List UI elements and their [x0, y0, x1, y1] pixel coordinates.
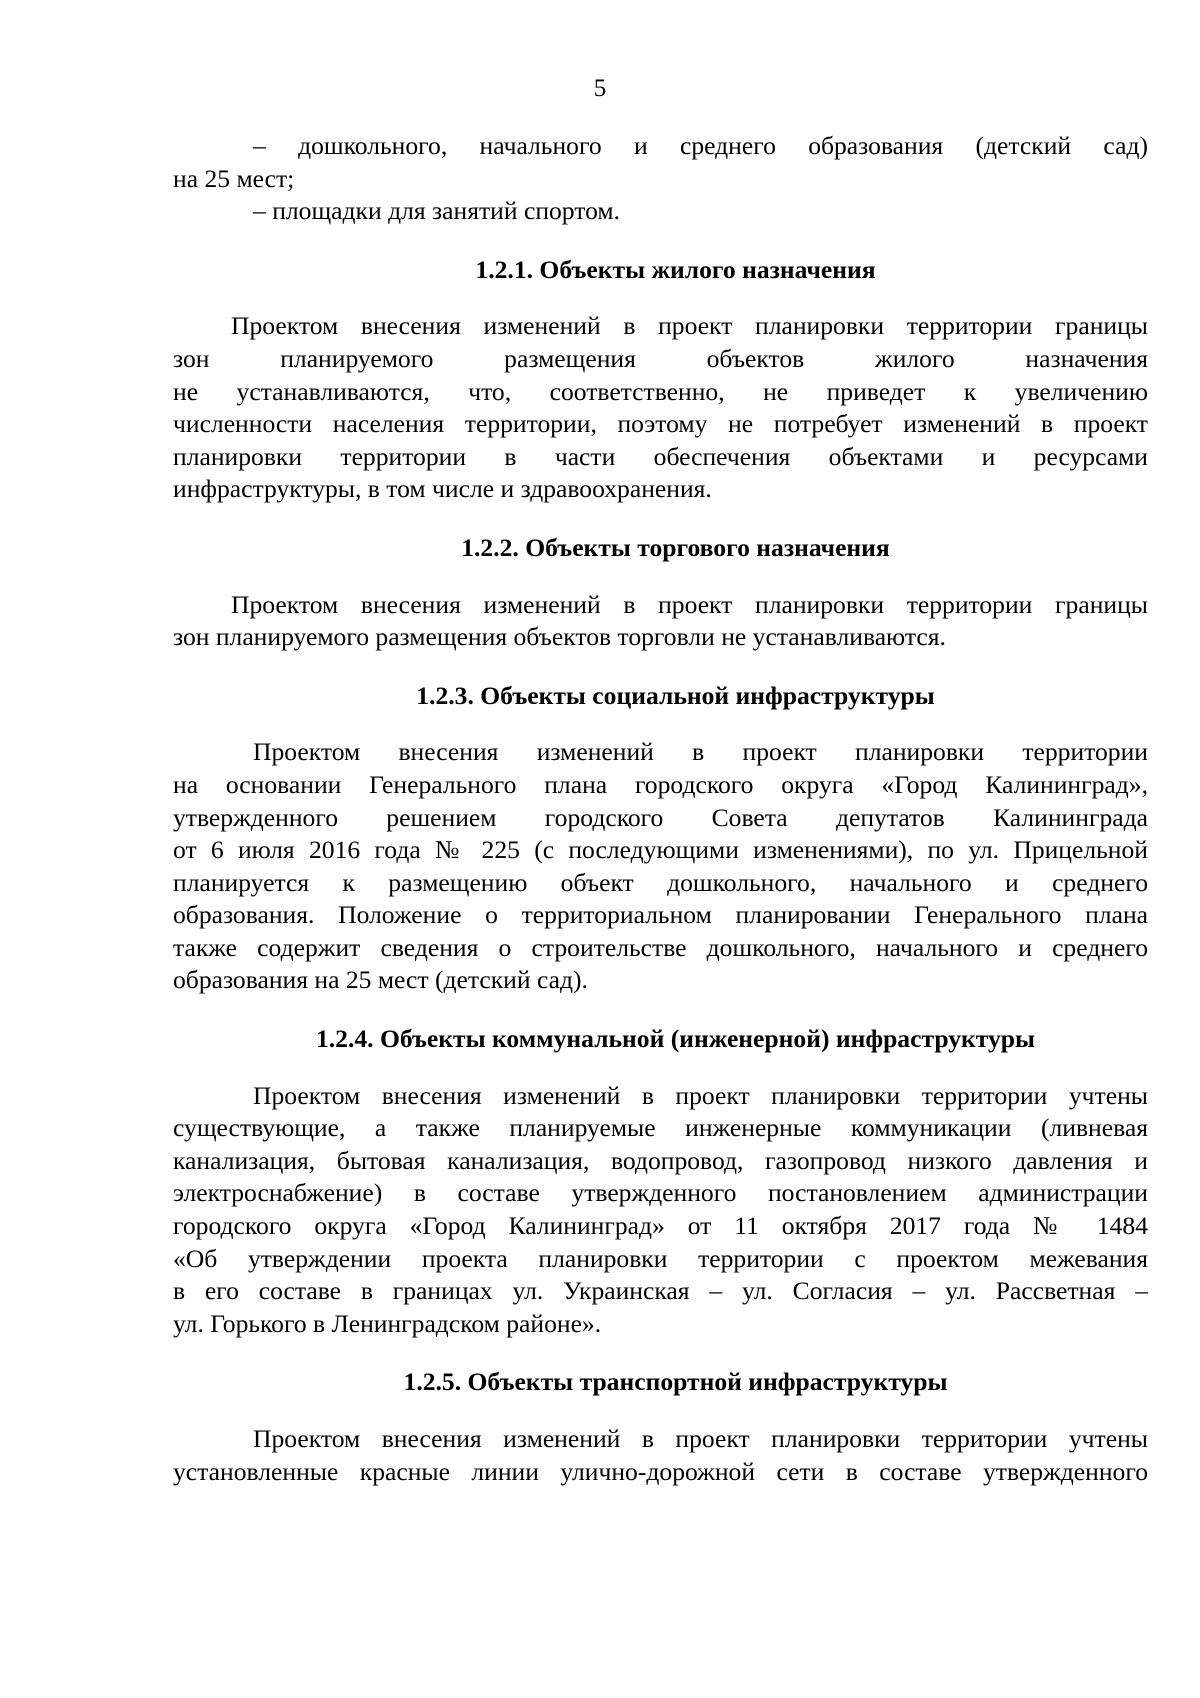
section-paragraph: [173, 736, 1148, 997]
intro-item-line: на 25 мест;: [173, 163, 295, 193]
intro-item-line: – площадки для занятий спортом.: [253, 196, 621, 226]
paragraph-line: не устанавливаются, что, соответственно, не приведет к увеличению: [173, 376, 1148, 406]
page-content: [173, 130, 1148, 1488]
section-utilities: [173, 1023, 1148, 1340]
paragraph-line: от 6 июля 2016 года № 225 (с последующими изменениями), по ул. Прицельной: [173, 835, 1148, 865]
paragraph-line: утвержденного решением городского Совета депутатов Калининграда: [173, 802, 1148, 832]
paragraph-line: в его составе в границах ул. Украинская – ул. Согласия – ул. Рассветная –: [173, 1276, 1148, 1306]
section-transport: [173, 1366, 1148, 1488]
paragraph-line: установленные красные линии улично-дорожной сети в составе утвержденного: [173, 1456, 1148, 1486]
paragraph-line: существующие, а также планируемые инженерные коммуникации (ливневая: [173, 1113, 1148, 1143]
paragraph-line: образования. Положение о территориальном планировании Генерального плана: [173, 900, 1148, 930]
section-residential: [173, 254, 1148, 506]
paragraph-line: ул. Горького в Ленинградском районе».: [173, 1308, 602, 1338]
section-heading: 1.2.5. Объекты транспортной инфраструктуры: [403, 1367, 948, 1397]
section-paragraph: [173, 1080, 1148, 1341]
paragraph-line: Проектом внесения изменений в проект планировки территории учтены: [253, 1424, 1148, 1453]
paragraph-line: образования на 25 мест (детский сад).: [173, 965, 588, 995]
section-heading: 1.2.2. Объекты торгового назначения: [461, 532, 890, 562]
section-trade: [173, 532, 1148, 654]
paragraph-line: городского округа «Город Калининград» от 11 октября 2017 года № 1484: [173, 1211, 1148, 1241]
paragraph-line: планировки территории в части обеспечения объектами и ресурсами: [173, 441, 1148, 471]
paragraph-line: электроснабжение) в составе утвержденного постановлением администрации: [173, 1178, 1148, 1208]
section-heading: 1.2.3. Объекты социальной инфраструктуры: [416, 680, 935, 710]
paragraph-line: «Об утверждении проекта планировки территории с проектом межевания: [173, 1243, 1148, 1273]
intro-item-line: – дошкольного, начального и среднего образования (детский сад): [253, 131, 1148, 160]
paragraph-line: зон планируемого размещения объектов жилого назначения: [173, 343, 1148, 373]
section-heading: 1.2.4. Объекты коммунальной (инженерной) инфраструктуры: [315, 1024, 1036, 1054]
paragraph-line: Проектом внесения изменений в проект планировки территории границы: [231, 589, 1148, 619]
paragraph-line: также содержит сведения о строительстве дошкольного, начального и среднего: [173, 932, 1148, 962]
section-social: [173, 680, 1148, 997]
page-number: 5: [593, 75, 607, 102]
paragraph-line: Проектом внесения изменений в проект планировки территории границы: [231, 311, 1148, 341]
paragraph-line: зон планируемого размещения объектов торговли не устанавливаются.: [173, 622, 946, 652]
paragraph-line: планируется к размещению объект дошкольного, начального и среднего: [173, 867, 1148, 897]
paragraph-line: инфраструктуры, в том числе и здравоохранения.: [173, 474, 712, 504]
section-paragraph: [173, 589, 1148, 654]
paragraph-line: Проектом внесения изменений в проект планировки территории: [253, 737, 1148, 767]
intro-list: [173, 130, 1148, 228]
paragraph-line: численности населения территории, поэтому не потребует изменений в проект: [173, 409, 1148, 439]
paragraph-line: канализация, бытовая канализация, водопровод, газопровод низкого давления и: [173, 1145, 1148, 1175]
section-paragraph: [173, 1423, 1148, 1488]
paragraph-line: Проектом внесения изменений в проект планировки территории учтены: [253, 1080, 1148, 1110]
paragraph-line: на основании Генерального плана городского округа «Город Калининград»,: [173, 769, 1148, 799]
section-heading: 1.2.1. Объекты жилого назначения: [475, 254, 876, 284]
section-paragraph: [173, 310, 1148, 506]
